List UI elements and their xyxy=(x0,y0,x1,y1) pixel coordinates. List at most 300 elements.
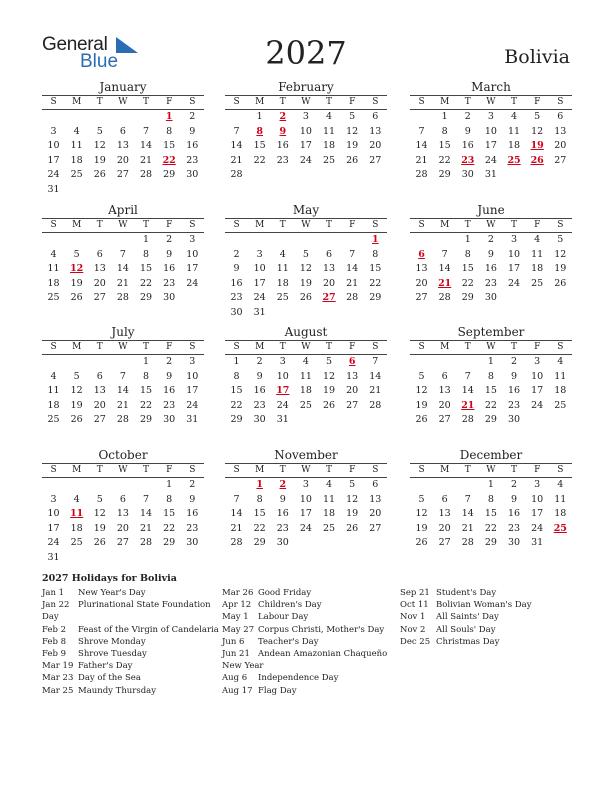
day-cell: 1 xyxy=(441,111,448,122)
empty-cell xyxy=(433,478,456,493)
holiday-entry xyxy=(42,636,219,648)
day-cell: 23 xyxy=(508,399,521,411)
weekday-label: W xyxy=(301,465,311,475)
holiday-entry xyxy=(42,587,219,599)
weekday-label: W xyxy=(118,465,128,475)
week-row xyxy=(410,399,572,414)
day-cell: 12 xyxy=(415,508,428,519)
day-cell: 25 xyxy=(70,537,83,548)
day-cell: 3 xyxy=(256,248,263,260)
day-cell: 15 xyxy=(484,508,497,519)
day-cell: 5 xyxy=(96,125,103,137)
week-row xyxy=(42,233,204,248)
month-name: February xyxy=(278,80,334,94)
day-cell: 13 xyxy=(554,125,567,137)
month-june xyxy=(410,203,572,306)
empty-cell xyxy=(294,233,317,248)
day-cell: 19 xyxy=(70,277,83,289)
holiday-entry xyxy=(42,624,219,636)
day-cell: 29 xyxy=(163,169,176,180)
weekday-label: S xyxy=(372,342,379,352)
day-cell: 15 xyxy=(484,385,497,396)
empty-cell xyxy=(111,551,134,566)
empty-cell xyxy=(88,355,111,370)
empty-cell xyxy=(456,355,479,370)
empty-cell xyxy=(318,536,341,551)
weekday-label: S xyxy=(372,220,379,230)
day-cell: 2 xyxy=(166,234,173,245)
day-cell: 31 xyxy=(531,537,544,548)
holiday-date: Apr 12 xyxy=(222,600,252,611)
weekday-header xyxy=(410,340,572,355)
day-cell: 10 xyxy=(531,493,544,505)
day-cell: 9 xyxy=(166,370,173,382)
week-row xyxy=(42,551,204,566)
day-cell: 26 xyxy=(93,169,106,180)
day-cell: 9 xyxy=(464,125,471,137)
day-cell: 15 xyxy=(438,140,451,151)
day-cell: 24 xyxy=(531,522,544,534)
day-cell: 20 xyxy=(93,399,106,411)
day-cell: 24 xyxy=(531,399,544,411)
weekday-label: W xyxy=(301,97,311,107)
month-name: April xyxy=(108,203,138,217)
day-cell: 2 xyxy=(166,356,173,367)
empty-cell xyxy=(248,168,271,183)
holiday-day-cell: 9 xyxy=(279,125,287,137)
empty-cell xyxy=(271,233,294,248)
weekday-label: S xyxy=(557,97,564,107)
week-row xyxy=(225,277,387,292)
holiday-day-cell: 11 xyxy=(70,508,84,519)
holiday-date: Nov 1 xyxy=(400,612,426,623)
day-cell: 26 xyxy=(554,277,567,289)
day-cell: 25 xyxy=(323,522,336,534)
month-name: June xyxy=(477,203,505,217)
day-cell: 29 xyxy=(140,414,153,425)
weekday-label: S xyxy=(557,342,564,352)
month-name: July xyxy=(111,325,135,339)
day-cell: 23 xyxy=(186,154,199,166)
empty-cell xyxy=(318,168,341,183)
month-july xyxy=(42,325,204,428)
week-row xyxy=(225,248,387,263)
day-cell: 11 xyxy=(508,125,521,137)
empty-cell xyxy=(111,183,134,198)
day-cell: 30 xyxy=(163,414,176,425)
holiday-entry xyxy=(222,636,387,648)
day-cell: 17 xyxy=(47,522,60,534)
day-cell: 14 xyxy=(140,140,153,151)
day-cell: 21 xyxy=(116,277,129,289)
week-row xyxy=(225,262,387,277)
holiday-day-cell: 23 xyxy=(461,154,475,166)
holiday-entry xyxy=(42,611,219,623)
weekday-label: S xyxy=(372,97,379,107)
day-cell: 27 xyxy=(438,414,451,425)
day-cell: 22 xyxy=(438,154,451,166)
holiday-name: Shrove Tuesday xyxy=(78,649,147,660)
holiday-day-cell: 25 xyxy=(553,522,567,534)
empty-cell xyxy=(364,168,387,183)
day-cell: 28 xyxy=(140,537,153,548)
weekday-label: S xyxy=(189,97,196,107)
day-cell: 27 xyxy=(116,537,129,548)
day-cell: 30 xyxy=(461,169,474,180)
holiday-entry xyxy=(42,672,219,684)
holiday-name: All Saints' Day xyxy=(436,612,499,623)
day-cell: 13 xyxy=(116,140,129,151)
holiday-name: Student's Day xyxy=(436,588,497,598)
day-cell: 28 xyxy=(369,399,382,411)
day-cell: 27 xyxy=(116,169,129,180)
weekday-label: M xyxy=(440,220,450,230)
weekday-header xyxy=(410,218,572,233)
day-cell: 16 xyxy=(186,508,199,519)
day-cell: 8 xyxy=(143,248,150,260)
day-cell: 16 xyxy=(508,508,521,519)
day-cell: 14 xyxy=(461,385,474,396)
day-cell: 3 xyxy=(534,356,541,367)
day-cell: 11 xyxy=(323,493,336,505)
holiday-entry xyxy=(400,599,532,611)
day-cell: 29 xyxy=(230,414,243,425)
day-cell: 11 xyxy=(554,370,567,382)
day-cell: 8 xyxy=(487,493,494,505)
weekday-label: T xyxy=(326,220,333,230)
day-cell: 26 xyxy=(415,414,428,425)
day-cell: 28 xyxy=(461,414,474,425)
empty-cell xyxy=(271,306,294,321)
day-cell: 17 xyxy=(531,508,544,519)
empty-cell xyxy=(158,183,181,198)
day-cell: 16 xyxy=(508,385,521,396)
day-cell: 23 xyxy=(484,277,497,289)
day-cell: 16 xyxy=(163,385,176,396)
empty-cell xyxy=(88,110,111,125)
empty-cell xyxy=(341,306,364,321)
empty-cell xyxy=(271,168,294,183)
day-cell: 23 xyxy=(508,522,521,534)
holidays-title: 2027 Holidays for Bolivia xyxy=(42,573,177,584)
empty-cell xyxy=(364,536,387,551)
holiday-name: Plurinational State Foundation xyxy=(78,600,211,611)
weekday-label: M xyxy=(255,465,265,475)
holiday-entry xyxy=(400,587,532,599)
day-cell: 7 xyxy=(233,493,240,505)
month-name: January xyxy=(99,80,147,94)
week-row xyxy=(42,536,204,551)
day-cell: 23 xyxy=(186,522,199,534)
day-cell: 28 xyxy=(438,292,451,303)
weekday-label: S xyxy=(189,465,196,475)
holiday-day-cell: 12 xyxy=(70,263,84,274)
week-row xyxy=(42,370,204,385)
day-cell: 30 xyxy=(163,292,176,303)
week-row xyxy=(225,291,387,306)
day-cell: 27 xyxy=(415,292,428,303)
day-cell: 30 xyxy=(508,537,521,548)
day-cell: 14 xyxy=(438,263,451,274)
week-row xyxy=(225,139,387,154)
day-cell: 4 xyxy=(557,356,564,367)
day-cell: 11 xyxy=(47,385,60,396)
day-cell: 13 xyxy=(323,263,336,274)
day-cell: 5 xyxy=(73,248,80,260)
weekday-label: T xyxy=(326,342,333,352)
holiday-day-cell: 22 xyxy=(162,154,176,166)
holiday-date: May 1 xyxy=(222,612,249,623)
day-cell: 20 xyxy=(323,277,336,289)
holiday-name: Shrove Monday xyxy=(78,636,146,647)
day-cell: 19 xyxy=(415,399,428,411)
day-cell: 21 xyxy=(461,522,474,534)
weekday-label: F xyxy=(349,342,356,352)
day-cell: 14 xyxy=(230,508,243,519)
day-cell: 23 xyxy=(230,292,243,303)
holiday-day-cell: 6 xyxy=(348,356,356,367)
day-cell: 3 xyxy=(50,493,57,505)
empty-cell xyxy=(65,478,88,493)
holiday-entry xyxy=(222,685,387,697)
week-row xyxy=(42,125,204,140)
week-row xyxy=(42,291,204,306)
day-cell: 4 xyxy=(557,479,564,490)
week-row xyxy=(42,168,204,183)
day-cell: 8 xyxy=(372,248,379,260)
holiday-name: Teacher's Day xyxy=(258,636,319,647)
holiday-date: Mar 23 xyxy=(42,673,74,684)
day-cell: 20 xyxy=(554,140,567,151)
holiday-name: New Year xyxy=(222,661,264,672)
day-cell: 18 xyxy=(554,508,567,519)
day-cell: 6 xyxy=(119,493,126,505)
day-cell: 17 xyxy=(299,508,312,519)
month-name: May xyxy=(292,203,320,217)
holiday-date: Sep 21 xyxy=(400,588,430,598)
day-cell: 17 xyxy=(299,140,312,151)
weekday-header xyxy=(225,218,387,233)
week-row xyxy=(42,355,204,370)
weekday-label: W xyxy=(301,220,311,230)
day-cell: 26 xyxy=(346,522,359,534)
empty-cell xyxy=(181,183,204,198)
day-cell: 21 xyxy=(116,399,129,411)
month-name: March xyxy=(471,80,511,94)
day-cell: 14 xyxy=(116,385,129,396)
weekday-label: S xyxy=(233,97,240,107)
day-cell: 16 xyxy=(461,140,474,151)
day-cell: 16 xyxy=(484,263,497,274)
weekday-label: W xyxy=(486,342,496,352)
day-cell: 20 xyxy=(415,277,428,289)
week-row xyxy=(42,399,204,414)
weekday-label: S xyxy=(50,342,57,352)
day-cell: 6 xyxy=(96,248,103,260)
day-cell: 21 xyxy=(230,522,243,534)
day-cell: 2 xyxy=(189,479,196,490)
week-row xyxy=(42,384,204,399)
day-cell: 15 xyxy=(163,140,176,151)
weekday-label: W xyxy=(486,97,496,107)
day-cell: 7 xyxy=(119,248,126,260)
holiday-date: Dec 25 xyxy=(400,636,431,647)
empty-cell xyxy=(88,478,111,493)
weekday-label: T xyxy=(96,465,103,475)
weekday-label: F xyxy=(534,465,541,475)
empty-cell xyxy=(135,478,158,493)
day-cell: 25 xyxy=(531,277,544,289)
day-cell: 12 xyxy=(323,370,336,382)
day-cell: 18 xyxy=(508,140,521,151)
holiday-day-cell: 21 xyxy=(461,399,475,411)
day-cell: 22 xyxy=(253,522,266,534)
holiday-name: Good Friday xyxy=(258,588,312,598)
weekday-label: T xyxy=(143,220,150,230)
day-cell: 13 xyxy=(346,370,359,382)
day-cell: 5 xyxy=(349,111,356,122)
day-cell: 13 xyxy=(93,385,106,396)
holiday-entry xyxy=(222,611,387,623)
day-cell: 12 xyxy=(93,508,106,519)
weekday-label: M xyxy=(72,342,82,352)
day-cell: 22 xyxy=(140,277,153,289)
day-cell: 15 xyxy=(369,263,382,274)
day-cell: 20 xyxy=(93,277,106,289)
day-cell: 31 xyxy=(253,306,266,318)
holiday-name: Father's Day xyxy=(78,661,133,672)
week-row xyxy=(42,110,204,125)
day-cell: 20 xyxy=(369,140,382,151)
day-cell: 21 xyxy=(369,385,382,396)
day-cell: 13 xyxy=(369,493,382,505)
weekday-label: T xyxy=(96,342,103,352)
day-cell: 29 xyxy=(484,414,497,425)
weekday-label: W xyxy=(118,97,128,107)
day-cell: 13 xyxy=(415,263,428,274)
holiday-name: New Year's Day xyxy=(78,588,146,598)
weekday-label: M xyxy=(72,465,82,475)
day-cell: 22 xyxy=(253,154,266,166)
day-cell: 28 xyxy=(230,537,243,548)
day-cell: 26 xyxy=(93,537,106,548)
day-cell: 24 xyxy=(484,154,497,166)
weekday-label: F xyxy=(166,97,173,107)
day-cell: 29 xyxy=(438,169,451,180)
weekday-label: F xyxy=(166,465,173,475)
weekday-label: S xyxy=(189,220,196,230)
day-cell: 10 xyxy=(47,140,60,151)
empty-cell xyxy=(503,291,526,306)
day-cell: 13 xyxy=(93,263,106,274)
weekday-label: S xyxy=(233,465,240,475)
day-cell: 3 xyxy=(487,111,494,122)
empty-cell xyxy=(410,355,433,370)
weekday-header xyxy=(225,340,387,355)
empty-cell xyxy=(341,168,364,183)
day-cell: 5 xyxy=(96,493,103,505)
empty-cell xyxy=(456,478,479,493)
weekday-label: T xyxy=(279,97,286,107)
weekday-label: W xyxy=(486,220,496,230)
day-cell: 7 xyxy=(418,125,425,137)
day-cell: 20 xyxy=(438,399,451,411)
day-cell: 7 xyxy=(372,356,379,367)
day-cell: 19 xyxy=(346,140,359,151)
day-cell: 7 xyxy=(143,125,150,137)
day-cell: 5 xyxy=(557,234,564,245)
empty-cell xyxy=(225,110,248,125)
week-row xyxy=(225,355,387,370)
day-cell: 23 xyxy=(276,522,289,534)
holiday-entry xyxy=(42,660,219,672)
weekday-label: M xyxy=(255,342,265,352)
day-cell: 3 xyxy=(189,356,196,367)
day-cell: 3 xyxy=(189,234,196,245)
day-cell: 11 xyxy=(323,125,336,137)
month-may xyxy=(225,203,387,320)
weekday-label: F xyxy=(166,220,173,230)
day-cell: 12 xyxy=(554,248,567,260)
empty-cell xyxy=(111,233,134,248)
day-cell: 24 xyxy=(299,154,312,166)
day-cell: 11 xyxy=(276,263,289,274)
holiday-entry xyxy=(400,611,532,623)
day-cell: 21 xyxy=(415,154,428,166)
day-cell: 18 xyxy=(47,399,60,411)
holiday-name: Independence Day xyxy=(258,673,339,684)
day-cell: 9 xyxy=(189,125,196,137)
weekday-label: T xyxy=(143,342,150,352)
day-cell: 9 xyxy=(487,248,494,260)
day-cell: 5 xyxy=(302,248,309,260)
weekday-label: F xyxy=(349,465,356,475)
day-cell: 19 xyxy=(70,399,83,411)
holiday-day-cell: 19 xyxy=(530,140,544,151)
weekday-label: F xyxy=(166,342,173,352)
day-cell: 5 xyxy=(73,370,80,382)
weekday-label: T xyxy=(464,97,471,107)
week-row xyxy=(225,507,387,522)
week-row xyxy=(410,384,572,399)
day-cell: 1 xyxy=(233,356,240,367)
week-row xyxy=(410,355,572,370)
holiday-column xyxy=(42,587,219,697)
day-cell: 27 xyxy=(438,537,451,548)
month-name: December xyxy=(459,448,523,462)
day-cell: 25 xyxy=(299,399,312,411)
weekday-header xyxy=(410,463,572,478)
day-cell: 24 xyxy=(47,169,60,180)
day-cell: 7 xyxy=(143,493,150,505)
day-cell: 1 xyxy=(487,479,494,490)
weekday-header xyxy=(42,463,204,478)
holiday-entry xyxy=(222,624,387,636)
empty-cell xyxy=(526,413,549,428)
empty-cell xyxy=(526,168,549,183)
holiday-entry xyxy=(42,599,219,611)
holiday-name: Day xyxy=(42,612,59,623)
week-row xyxy=(410,536,572,551)
day-cell: 27 xyxy=(369,154,382,166)
day-cell: 15 xyxy=(230,385,243,396)
week-row xyxy=(225,399,387,414)
holiday-entry xyxy=(42,648,219,660)
weekday-label: T xyxy=(279,342,286,352)
week-row xyxy=(42,478,204,493)
weekday-label: S xyxy=(50,465,57,475)
day-cell: 12 xyxy=(93,140,106,151)
